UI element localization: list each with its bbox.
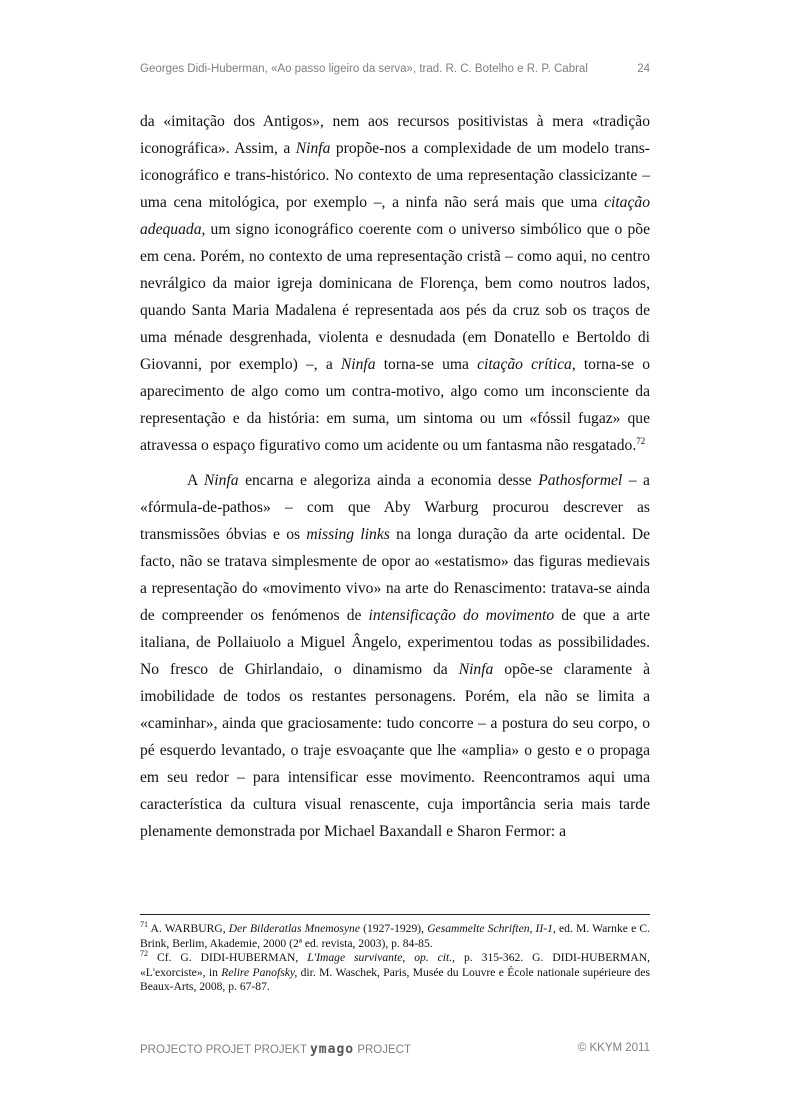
italic-ninfa: Ninfa xyxy=(340,356,376,373)
footnote-number: 71 xyxy=(140,920,148,930)
footnote-ref-72[interactable]: 72 xyxy=(636,435,646,446)
italic-missing-links: missing links xyxy=(306,526,390,543)
main-text xyxy=(140,108,650,845)
running-title: Georges Didi-Huberman, «Ao passo ligeiro da serva», trad. R. C. Botelho e R. P. Cabral xyxy=(140,63,588,75)
project-label-suffix: PROJECT xyxy=(354,1044,411,1056)
page-number: 24 xyxy=(637,63,650,75)
footnotes xyxy=(140,922,650,995)
paragraph-1: da «imitação dos Antigos», nem aos recursos positivistas à mera «tradição iconográfica». Assim, a Ninfa propõe-nos a complexidade de um modelo trans-iconográfico e trans-histórico. No contexto de uma representação classicizante – uma cena mitológica, por exemplo –, a ninfa não será mais que uma citação adequada, um signo iconográfico coerente com o universo simbólico que o põe em cena. Porém, no contexto de uma representação cristã – como aqui, no centro nevrálgico da maior igreja dominicana de Florença, bem como noutros lados, quando Santa Maria Madalena é representada aos pés da cruz sob os traços de uma ménade desgrenhada, violenta e desnudada (em Donatello e Bertoldo di Giovanni, por exemplo) –, a Ninfa torna-se uma citação crítica, torna-se o aparecimento de algo como um contra-motivo, algo como um inconsciente da representação e da história: em suma, um sintoma ou um «fóssil fugaz» que atravessa o espaço figurativo como um acidente ou um fantasma não resgatado.$^{72}$ xyxy=(140,113,651,454)
italic-ninfa: Ninfa xyxy=(203,472,239,489)
footnote-72: $^{72}$ Cf. G. DIDI-HUBERMAN, L'Image survivante, op. cit., p. 315-362. G. DIDI-HUBERMAN, «L'exorciste», in Relire Panofsky, dir. M. Waschek, Paris, Musée du Louvre e École nationale supérieure des Beaux-Arts, 2008, p. 67-87. xyxy=(140,949,650,994)
copyright: © KKYM 2011 xyxy=(577,1042,650,1054)
page-footer xyxy=(140,1042,650,1057)
footnote-71: $^{71}$ A. WARBURG, Der Bilderatlas Mnemosyne (1927-1929), Gesammelte Schriften, II-1, ed. M. Warnke e C. Brink, Berlim, Akademie, 2000 (2ª ed. revista, 2003), p. 84-85. xyxy=(140,920,650,950)
italic-ninfa: Ninfa xyxy=(458,661,494,678)
italic-intensificacao: intensificação do movimento xyxy=(368,607,555,624)
paragraph-2: A Ninfa encarna e alegoriza ainda a economia desse Pathosformel – a «fórmula-de-pathos» – com que Aby Warburg procurou descrever as transmissões óbvias e os missing links na longa duração da arte ocidental. De facto, não se tratava simplesmente de opor ao «estatismo» das figuras medievais a representação do «movimento vivo» na arte do Renascimento: tratava-se ainda de compreender os fenómenos de intensificação do movimento de que a arte italiana, de Pollaiuolo a Miguel Ângelo, experimentou todas as possibilidades. No fresco de Ghirlandaio, o dinamismo da Ninfa opõe-se claramente à imobilidade de todos os restantes personagens. Porém, ela não se limita a «caminhar», ainda que graciosamente: tudo concorre – a postura do seu corpo, o pé esquerdo levantado, o traje esvoaçante que lhe «amplia» o gesto e o propaga em seu redor – para intensificar esse movimento. Reencontramos aqui uma característica da cultura visual renascente, cuja importância seria mais tarde plenamente demonstrada por Michael Baxandall e Sharon Fermor: a xyxy=(140,472,650,840)
footnote-number: 72 xyxy=(140,949,148,959)
ymago-logo: ymago xyxy=(309,1042,355,1057)
italic-citacao-critica: citação crítica xyxy=(477,356,572,373)
italic-citacao-adequada: citação adequada, xyxy=(140,194,650,238)
italic-ninfa: Ninfa xyxy=(295,140,331,157)
project-label: PROJECTO PROJET PROJEKT xyxy=(140,1044,310,1056)
footnote-divider xyxy=(140,914,650,915)
italic-pathosformel: Pathosformel xyxy=(538,472,623,489)
running-header xyxy=(140,63,650,75)
